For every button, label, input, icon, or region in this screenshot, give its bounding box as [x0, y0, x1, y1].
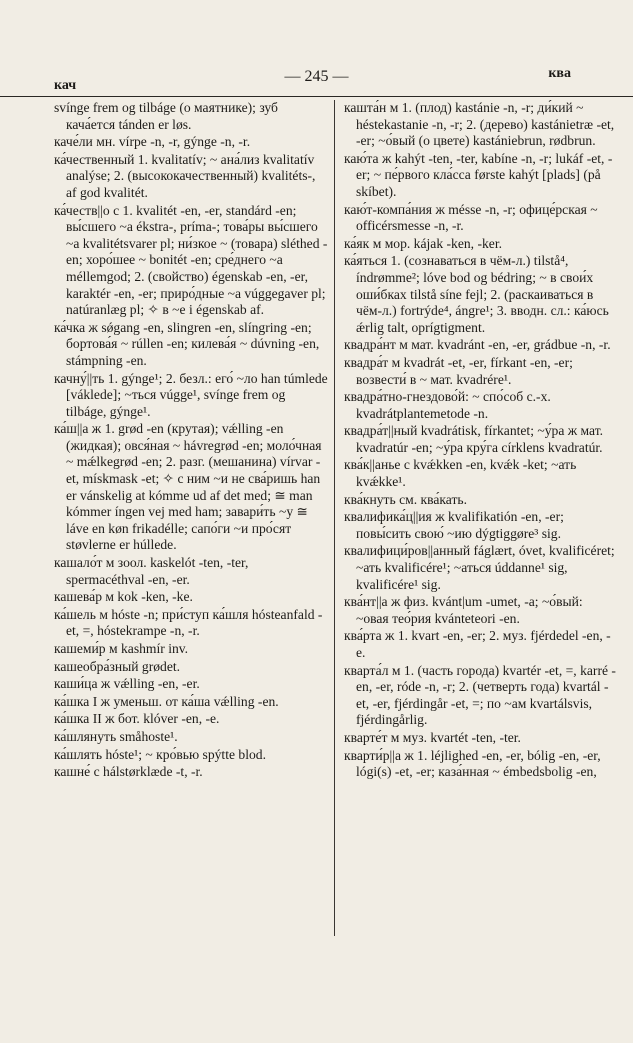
dictionary-entry: svínge frem og tilbáge (о маятнике); зуб кача́ется tánden er løs.	[54, 100, 278, 132]
dictionary-entry: ка́шель м hóste -n; при́ступ ка́шля hósteanfald -et, =, hóstekrampe -n, -r.	[54, 606, 323, 639]
dictionary-entry: каю́та ж kahýt -ten, -ter, kabíne -n, -r; lukáf -et, -er; ~ пе́рвого кла́сса første kahýt [plads] (på skíbet).	[344, 150, 613, 199]
dictionary-entry: квадра́нт м мат. kvadránt -en, -er, grádbue -n, -r.	[344, 337, 611, 353]
dictionary-entry: ква́кнуть см. ква́кать.	[344, 491, 468, 507]
dictionary-entry: кашне́ с hálstørklæde -t, -r.	[54, 764, 203, 780]
dictionary-entry: кварти́р||а ж 1. léjlighed -en, -er, bólig -en, -er, lógi(s) -et, -er; каза́нная ~ émbedsbolig -en,	[344, 747, 601, 780]
dictionary-entry: кашеобра́зный grødet.	[54, 658, 181, 674]
dictionary-entry: каче́ли мн. vírpe -n, -r, gýnge -n, -r.	[54, 134, 251, 150]
dictionary-entry: каши́ца ж vǽlling -en, -er.	[54, 676, 200, 692]
dictionary-entry: ка́чка ж sǿgang -en, slingren -en, slíngring -en; бортова́я ~ rúllen -en; килева́я ~ dúvning -en, stámpning -en.	[54, 319, 320, 368]
dictionary-entry: каю́т-компа́ния ж mésse -n, -r; офице́рская ~ officérsmesse -n, -r.	[344, 201, 598, 234]
dictionary-entry: квадра́тно-гнездово́й: ~ спо́соб с.-х. kvadrátplantemetode -n.	[344, 389, 551, 421]
dictionary-entry: ка́ш||а ж 1. grød -en (крутая); vǽlling -en (жидкая); овся́ная ~ hávregrød -en; моло́чная ~ mǽlkegrød -en; 2. разг. (мешанина) vírvar -et, mískmask -et; ✧ с ним ~и не сва́ришь han er vánskelig at kómme ud af det med; ≅ man kómmer íngen vej med ham; завари́ть ~у ≅ láve en køn frikadélle; сапо́ги ~и про́сят støvlerne er húllede.	[54, 421, 322, 553]
dictionary-entry: ка́яться 1. (сознаваться в чём-л.) tilstå⁴, índrømme²; lóve bod og bédring; ~ в свои́х оши́бках tilstå síne fejl; 2. (раскаиваться в чём-л.) fortrýde⁴, ángre¹; 3. вводн. сл.: ка́юсь ǽrlig talt, oprígtigment.	[344, 253, 609, 335]
left-column	[54, 100, 328, 781]
page-header	[0, 62, 633, 97]
dictionary-entry: квадра́т м kvadrát -et, -er, fírkant -en, -er; возвести́ в ~ мат. kvadrére¹.	[344, 354, 573, 387]
dictionary-entry: кашева́р м kok -ken, -ke.	[54, 589, 193, 605]
dictionary-entry: качну́||ть 1. gýnge¹; 2. безл.: его́ ~ло han túmlede [váklede]; ~ться vúgge¹, svínge frem og tilbáge, gýnge¹.	[54, 370, 328, 419]
dictionary-entry: квадра́т||ный kvadrátisk, fírkantet; ~у́ра ж мат. kvadratúr -en; ~у́ра кру́га círklens kvadratúr.	[344, 423, 604, 455]
dictionary-entry: кашало́т м зоол. kaskelót -ten, -ter, spermacéthval -en, -er.	[54, 555, 249, 587]
dictionary-entry: кашта́н м 1. (плод) kastánie -n, -r; ди́кий ~ héstekastanie -n, -r; 2. (дерево) kastánietræ -et, -er; ~о́вый (о цвете) kastániebrun, rødbrun.	[344, 100, 615, 149]
dictionary-entry: ква́нт||а ж физ. kvánt|um -umet, -a; ~о́вый: ~овая тео́рия kvánteteori -en.	[344, 594, 583, 626]
dictionary-entry: кварте́т м муз. kvartét -ten, -ter.	[344, 729, 521, 745]
header-left-word: кач	[54, 78, 77, 93]
dictionary-entry: ка́шлять hóste¹; ~ кро́вью spýtte blod.	[54, 746, 266, 762]
dictionary-entry: ка́шка II ж бот. klóver -en, -e.	[54, 711, 220, 727]
right-column	[344, 100, 618, 781]
dictionary-entry: ка́шка I ж уменьш. от ка́ша vǽlling -en.	[54, 693, 279, 709]
dictionary-entry: квалифика́ц||ия ж kvalifikatión -en, -er; повы́сить свою́ ~ию dýgtiggøre³ sig.	[344, 509, 564, 541]
page-number: — 245 —	[284, 68, 349, 85]
dictionary-entry: ка́чественный 1. kvalitatív; ~ ана́лиз kvalitatív analýse; 2. (высококачественный) kvalitéts-, af god kvalitét.	[54, 151, 316, 200]
dictionary-entry: ка́честв||о с 1. kvalitét -en, -er, standárd -en; вы́сшего ~а ékstra-, príma-; това́ры вы́сшего ~а kvalitétsvarer pl; ни́зкое ~ (товара) sléthed -en; хоро́шее ~ bonitét -en; сре́днего ~а méllemgod; 2. (свойство) égenskab -en, -er, karaktér -en, -er; приро́дные ~а vúggegaver pl; natúranlæg pl; ✧ в ~е i égenskab af.	[54, 202, 328, 318]
dictionary-entry: кашеми́р м kashmír inv.	[54, 641, 189, 656]
column-divider	[334, 100, 335, 936]
header-right-word: ква	[548, 66, 571, 81]
dictionary-entry: ка́шлянуть småhoste¹.	[54, 728, 178, 744]
dictionary-entry: квалифици́ров||анный fáglært, óvet, kvalificéret; ~ать kvalificére¹; ~аться úddanne¹ sig, kvalificére¹ sig.	[344, 543, 615, 592]
dictionary-entry: кварта́л м 1. (часть города) kvartér -et, =, karré -en, -er, róde -n, -r; 2. (четверть года) kvartál -et, -er, fjérdingår -et, =; по ~ам kvartálsvis, fjérdingårlig.	[344, 662, 616, 728]
dictionary-entry: ква́к||анье с kvǽkken -en, kvǽk -ket; ~ать kvǽkke¹.	[344, 457, 577, 490]
dictionary-entry: ка́як м мор. kájak -ken, -ker.	[344, 235, 503, 251]
dictionary-entry: ква́рта ж 1. kvart -en, -er; 2. муз. fjérdedel -en, -e.	[344, 628, 611, 660]
